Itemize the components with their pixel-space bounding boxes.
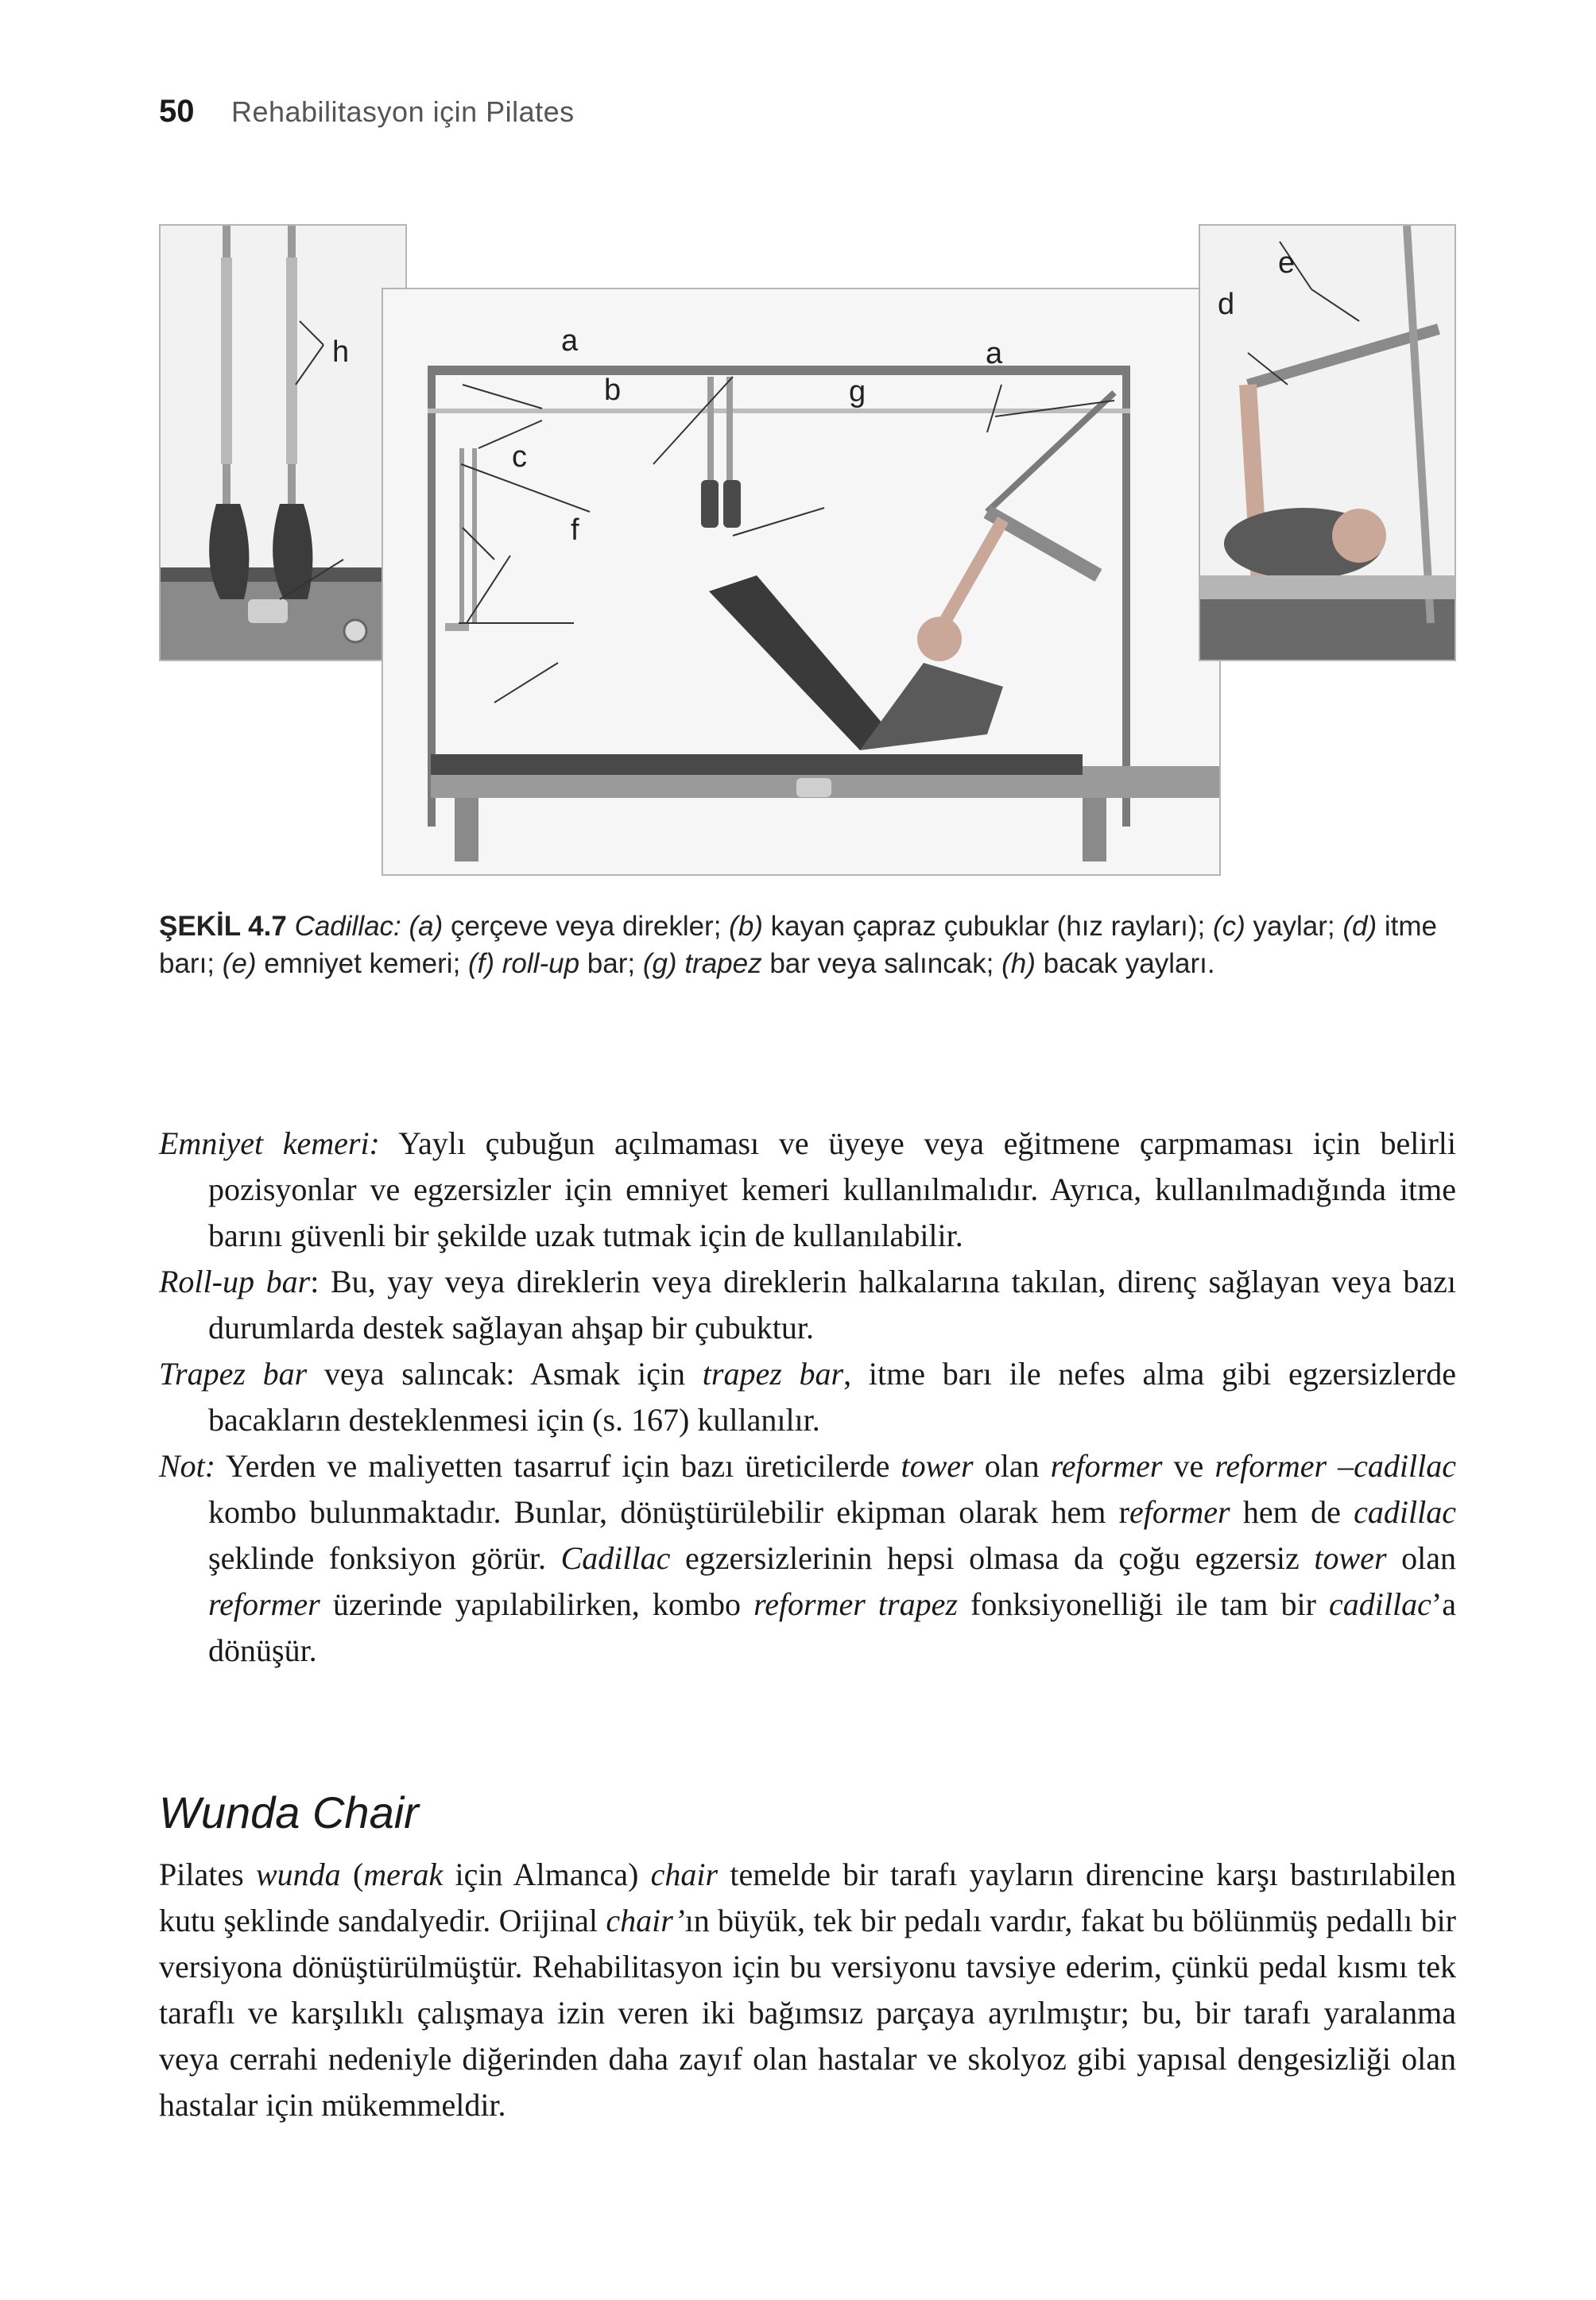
figure-4-7	[159, 224, 1456, 876]
italic-text: (c)	[1213, 911, 1245, 942]
leg-springs-illustration	[161, 226, 407, 661]
italic-text: tower	[901, 1448, 974, 1484]
text-segment: egzersizlerinin hepsi olmasa da çoğu egzersiz	[670, 1540, 1315, 1576]
text-segment: Yerden ve maliyetten tasarruf için bazı üreticilerde	[215, 1448, 901, 1484]
italic-text: merak	[363, 1857, 444, 1892]
photo-leg-springs	[159, 224, 407, 661]
text-segment: bar;	[579, 948, 643, 979]
section-heading: Wunda Chair	[159, 1787, 419, 1837]
text-segment: kombo bulunmaktadır. Bunlar, dönüştürülebilir ekipman olarak hem r	[208, 1494, 1129, 1530]
text-segment: fonksiyonelliği ile tam bir	[957, 1586, 1330, 1622]
italic-text: (f) roll-up	[468, 948, 580, 979]
italic-text: chair	[650, 1857, 719, 1892]
italic-text: reformer trapez	[753, 1586, 958, 1622]
text-segment: : Bu, yay veya direklerin veya direklerin halkalarına takılan, direnç sağlayan veya bazı durumlarda destek sağlayan ahşap bir çubuktur.	[208, 1264, 1457, 1346]
definition-note	[159, 1443, 1456, 1674]
text-segment: , itme barı ile nefes alma gibi egzersizlerde bacakların desteklenmesi için (s. 167) kullanılır.	[208, 1356, 1456, 1438]
callout-d: d	[1218, 288, 1235, 321]
text-segment: için Almanca)	[443, 1857, 651, 1892]
text-segment: ın büyük, tek bir pedalı vardır, fakat bu bölünmüş pedallı bir versiyona dönüştürülmüştür. Rehabilitasyon için bu versiyonu tavsiye ederim, çünkü pedal kısmı tek taraflı ve karşılıklı çalışmaya izin veren iki bağımsız parçaya ayrılmıştır; bu, bir tarafı yaralanma veya cerrahi nedeniyle diğerinden daha zayıf olan hastalar ve skolyoz gibi yapısal dengesizliği olan hastalar için mükemmeldir.	[159, 1903, 1457, 2123]
text-segment: veya salıncak: Asmak için	[307, 1356, 703, 1392]
caption-text	[159, 911, 1437, 979]
definition-roll-up-bar	[159, 1259, 1456, 1351]
italic-text: Trapez bar	[159, 1356, 308, 1392]
italic-text: (h)	[1001, 948, 1036, 979]
text-segment: Pilates	[159, 1857, 256, 1892]
section-body	[159, 1852, 1456, 2128]
italic-text: reformer	[208, 1586, 320, 1622]
figure-label: ŞEKİL 4.7	[159, 911, 287, 942]
italic-text: (g) trapez	[642, 948, 762, 979]
text-segment: olan	[973, 1448, 1051, 1484]
text-segment: itme barı;	[159, 911, 1438, 979]
italic-text: chair’	[606, 1903, 685, 1938]
callout-a-left: a	[561, 324, 579, 358]
callout-f: f	[571, 513, 579, 547]
italic-text: (e)	[222, 948, 257, 979]
text-segment: kayan çapraz çubuklar (hız rayları);	[762, 911, 1214, 942]
italic-text: Cadillac	[560, 1540, 671, 1576]
italic-text: cadillac	[1354, 1494, 1456, 1530]
italic-text: wunda	[255, 1857, 341, 1892]
photo-cadillac	[382, 288, 1221, 876]
page-header	[159, 94, 575, 130]
italic-text: reformer	[1050, 1448, 1163, 1484]
text-segment: temelde bir tarafı yayların direncine karşı bastırılabilen kutu şeklinde sandalyedir. Orijinal	[159, 1857, 1457, 1938]
italic-text: Emniyet kemeri:	[159, 1125, 380, 1161]
italic-text: eformer	[1129, 1494, 1230, 1530]
photo-push-bar	[1199, 224, 1456, 661]
cadillac-illustration	[383, 289, 1221, 876]
callout-b: b	[604, 374, 622, 407]
callout-a-right: a	[986, 337, 1003, 370]
italic-text: (d)	[1342, 911, 1377, 942]
section-paragraph	[159, 1852, 1456, 2128]
text-segment: yaylar;	[1245, 911, 1343, 942]
definition-list	[159, 1121, 1456, 1674]
definition-safety-chain	[159, 1121, 1456, 1259]
text-segment: üzerinde yapılabilirken, kombo	[320, 1586, 754, 1622]
text-segment: ve	[1162, 1448, 1215, 1484]
text-segment: Yaylı çubuğun açılmaması ve üyeye veya eğitmene çarpmaması için belirli pozisyonlar ve egzersizler için emniyet kemeri kullanılmalıdır. Ayrıca, kullanılmadığında itme barını güvenli bir şekilde uzak tutmak için de kullanılabilir.	[208, 1125, 1456, 1253]
italic-text: trapez bar	[702, 1356, 844, 1392]
callout-g: g	[849, 375, 866, 409]
definition-trapeze-bar	[159, 1351, 1456, 1443]
italic-text: reformer –cadillac	[1214, 1448, 1457, 1484]
text-segment: hem de	[1230, 1494, 1354, 1530]
text-segment: olan	[1386, 1540, 1457, 1576]
italic-text: Cadillac: (a)	[294, 911, 444, 942]
callout-h: h	[332, 335, 350, 369]
italic-text: Not:	[159, 1448, 216, 1484]
push-bar-illustration	[1200, 226, 1456, 661]
text-segment: ’a dönüşür.	[208, 1586, 1456, 1668]
page-number: 50	[159, 94, 195, 129]
running-title: Rehabilitasyon için Pilates	[230, 95, 575, 128]
italic-text: Roll-up bar	[159, 1264, 311, 1299]
text-segment: emniyet kemeri;	[256, 948, 469, 979]
italic-text: (b)	[729, 911, 763, 942]
text-segment: çerçeve veya direkler;	[443, 911, 730, 942]
text-segment: bar veya salıncak;	[761, 948, 1002, 979]
text-segment: (	[340, 1857, 364, 1892]
figure-caption	[159, 908, 1456, 982]
callout-e: e	[1278, 246, 1296, 280]
italic-text: cadillac	[1329, 1586, 1431, 1622]
callout-c: c	[512, 440, 527, 474]
text-segment: şeklinde fonksiyon görür.	[208, 1540, 561, 1576]
text-segment: bacak yayları.	[1035, 948, 1215, 979]
italic-text: tower	[1314, 1540, 1387, 1576]
